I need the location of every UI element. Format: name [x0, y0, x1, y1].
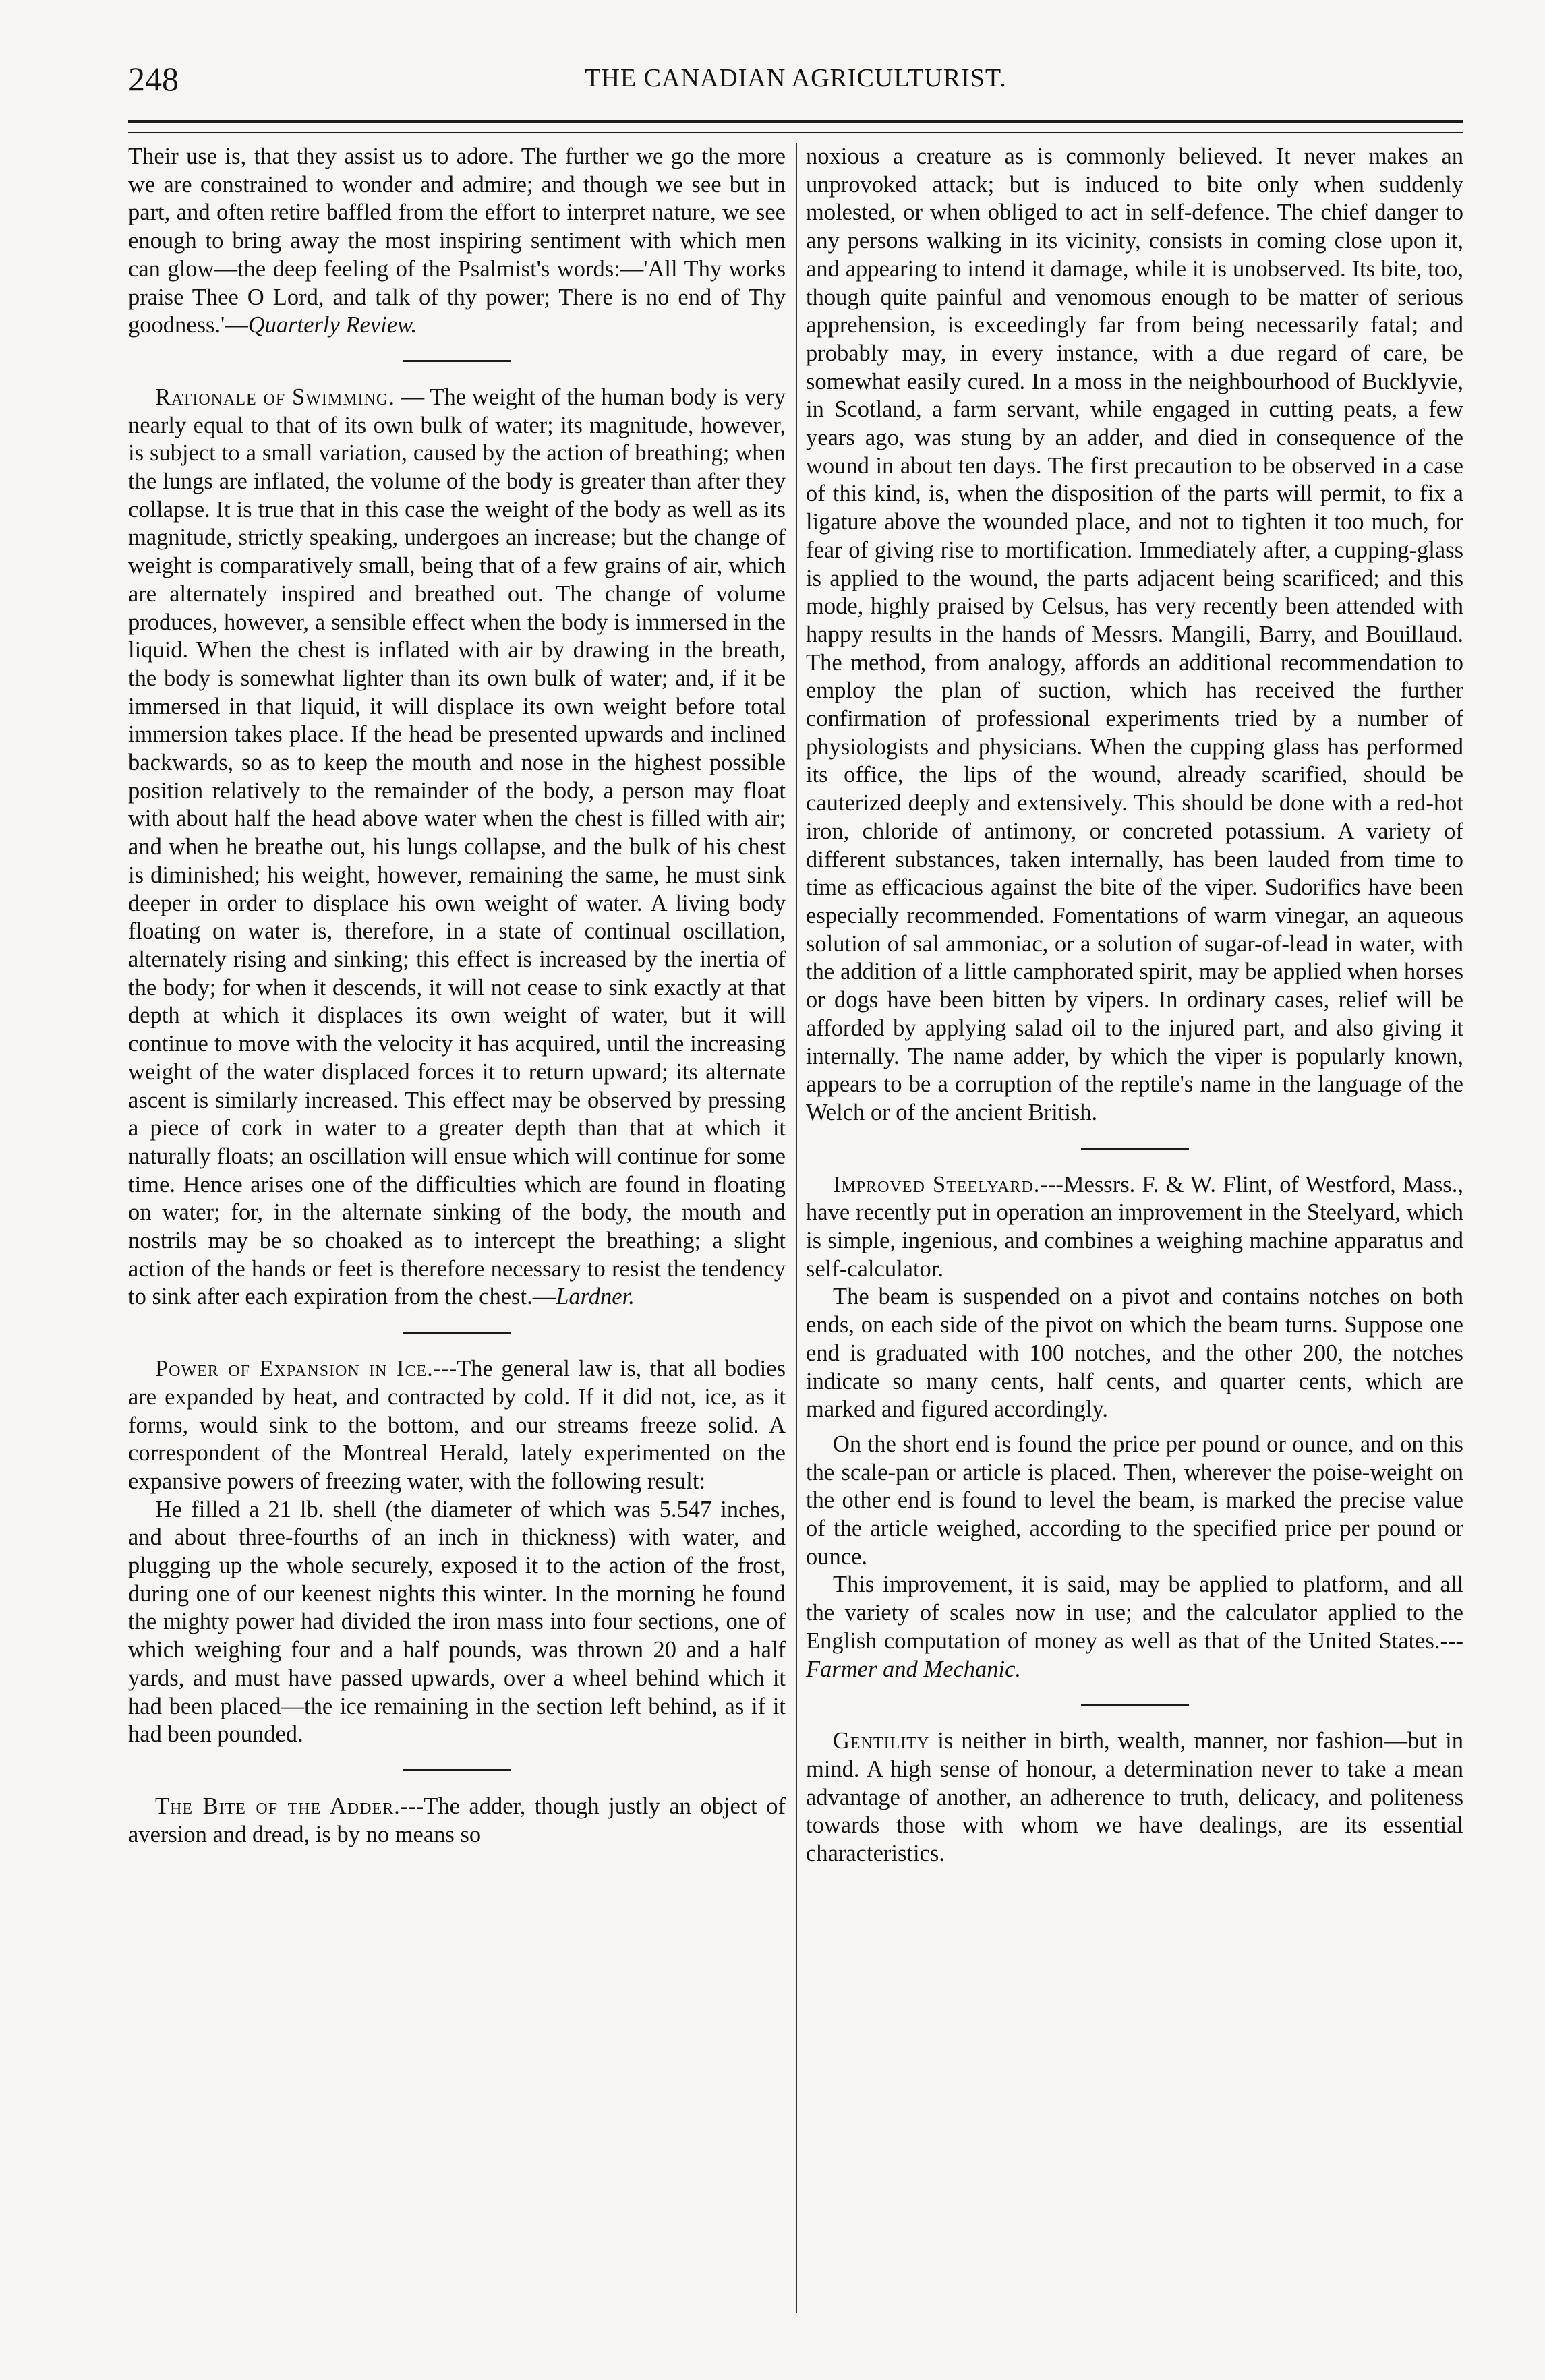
adder-continued: noxious a creature as is commonly believed. It never makes an unprovoked attack; but is induced to bite only when suddenly molested, or when obliged to act in self-defence. The chief danger to any persons walking in its vicinity, consists in coming close upon it, and appearing to intend it damage, while it is unobserved. Its bite, too, though quite painful and venomous enough to be matter of serious apprehension, is exceedingly far from being necessarily fatal; and probably may, in every instance, with a due regard of care, be somewhat easily cured. In a moss in the neighbourhood of Bucklyvie, in Scotland, a farm servant, while engaged in cutting peats, a few years ago, was stung by an adder, and died in consequence of the wound in about ten days. The first precaution to be observed in a case of this kind, is, when the disposition of the parts will permit, to fix a ligature above the wounded place, and not to tighten it too much, for fear of giving rise to mortification. Immediately after, a cupping-glass is applied to the wound, the parts adjacent being scarificed; and this mode, highly praised by Celsus, has very recently been attended with happy results in the hands of Messrs. Mangili, Barry, and Bouillaud. The method, from analogy, affords an additional recommendation to employ the plan of suction, which has received the further confirmation of professional experiments tried by a number of physiologists and physicians. When the cupping glass has performed its office, the lips of the wound, already scarified, should be cauterized deeply and extensively. This should be done with a red-hot iron, chloride of antimony, or concreted potassium. A variety of different substances, taken internally, has been lauded from time to time as efficacious against the bite of the viper. Sudorifics have been especially recommended. Fomentations of warm vinegar, an aqueous solution of sal ammoniac, or a solution of sugar-of-lead in water, with the addition of a little camphorated spirit, may be applied when horses or dogs have been bitten by vipers. In ordinary cases, relief will be afforded by applying salad oil to the injured part, and also giving it internally. The name adder, by which the viper is popularly known, appears to be a corruption of the reptile's name in the language of the Welch or of the ancient British. [806, 144, 1463, 1125]
column-divider [796, 143, 797, 2313]
intro-attribution: Quarterly Review. [247, 312, 417, 338]
ice-heading: Power of Expansion in Ice. [155, 1356, 434, 1382]
steelyard-text4: This improvement, it is said, may be applied to platform, and all the variety of scales now in use; and the calculator applied to the English computation of money as well as that of the United States.--- [806, 1572, 1463, 1654]
adder-heading: The Bite of the Adder. [155, 1793, 401, 1819]
steelyard-attribution: Farmer and Mechanic. [806, 1656, 1022, 1682]
article-expansion-in-ice [128, 1355, 786, 1496]
ice-text: ---The general law is, that all bodies are expanded by heat, and contracted by cold. If it did not, ice, as it forms, would sink to the bottom, and our streams freeze solid. A correspondent of the Montreal Herald, lately experimented on the expansive powers of freezing water, with the following result: [128, 1356, 786, 1494]
steelyard-paragraph-2: The beam is suspended on a pivot and contains notches on both ends, on each side of the pivot on which the beam turns. Suppose one end is graduated with 100 notches, and the other 200, the notches indicate so many cents, half cents, and quarter cents, which are marked and figured accordingly. [806, 1284, 1463, 1423]
ice-paragraph-2: He filled a 21 lb. shell (the diameter of which was 5.547 inches, and about three-fourths of an inch in thickness) with water, and plugging up the whole securely, exposed it to the action of the frost, during one of our keenest nights this winter. In the morning he found the mighty power had divided the iron mass into four sections, one of which weighing four and a half pounds, was thrown 20 and a half yards, and must have passed upwards, over a wheel behind which it had been placed—the ice remaining in the section left behind, as if it had been pounded. [128, 1496, 786, 1748]
article-rationale-of-swimming [128, 384, 786, 1311]
steelyard-heading: Improved Steelyard. [833, 1171, 1041, 1197]
gentility-heading: Gentility [833, 1728, 930, 1754]
section-separator [1081, 1148, 1189, 1150]
steelyard-paragraph-4 [806, 1571, 1463, 1684]
section-separator [403, 1769, 511, 1771]
swimming-heading: Rationale of Swimming. [155, 384, 395, 410]
section-separator [1081, 1704, 1189, 1706]
page-header [128, 59, 1463, 107]
steelyard-text: ---Messrs. F. & W. Flint, of Westford, Mass., have recently put in operation an improvement in the Steelyard, which is simple, ingenious, and combines a weighing machine apparatus and self-calculator. [806, 1171, 1463, 1282]
article-improved-steelyard [806, 1171, 1463, 1284]
header-rule-thick [128, 120, 1463, 123]
section-separator [403, 1332, 511, 1334]
steelyard-paragraph-3: On the short end is found the price per pound or ounce, and on this the scale-pan or article is placed. Then, wherever the poise-weight on the other end is found to level the beam, is marked the precise value of the article weighed, according to the specified price per pound or ounce. [806, 1431, 1463, 1570]
intro-text: Their use is, that they assist us to adore. The further we go the more we are constrained to wonder and admire; and though we see but in part, and often retire baffled from the effort to interpret nature, we see enough to bring away the most inspiring sentiment with which men can glow—the deep feeling of the Psalmist's words:—'All Thy works praise Thee O Lord, and talk of thy power; There is no end of Thy goodness.'— [128, 144, 786, 338]
article-intro-quarterly-review [128, 143, 786, 340]
header-rule-thin [128, 132, 1463, 133]
running-title: THE CANADIAN AGRICULTURIST. [585, 64, 1007, 92]
right-column [806, 143, 1463, 1868]
swimming-attribution: Lardner. [556, 1284, 635, 1310]
adder-text: ---The adder, though justly an object of aversion and dread, is by no means so [128, 1793, 786, 1847]
gentility-text: is neither in birth, wealth, manner, nor fashion—but in mind. A high sense of honour, a determination never to take a mean advantage of another, an adherence to truth, delicacy, and politeness towards those with whom we have dealings, are its essential characteristics. [806, 1728, 1463, 1867]
article-bite-of-adder [128, 1793, 786, 1849]
section-separator [403, 360, 511, 362]
swimming-text: — The weight of the human body is very nearly equal to that of its own bulk of water; its magnitude, however, is subject to a small variation, caused by the action of breathing; when the lungs are inflated, the volume of the body is greater than after they collapse. It is true that in this case the weight of the body as well as its magnitude, strictly speaking, undergoes an increase; but the change of weight is comparatively small, being that of a few grains of air, which are alternately inspired and breathed out. The change of volume produces, however, a sensible effect when the body is immersed in the liquid. When the chest is inflated with air by drawing in the breath, the body is somewhat lighter than its own bulk of water; and, if it be immersed in that liquid, it will displace its own weight before total immersion takes place. If the head be presented upwards and inclined backwards, so as to keep the mouth and nose in the highest possible position relatively to the remainder of the body, a person may float with about half the head above water when the chest is filled with air; and when he breathe out, his lungs collapse, and the bulk of his chest is diminished; his weight, however, remaining the same, he must sink deeper in order to displace his own weight of water. A living body floating on water is, therefore, in a state of continual oscillation, alternately rising and sinking; this effect is increased by the inertia of the body; for when it descends, it will not cease to sink exactly at that depth at which it displaces its own weight of water, but it will continue to move with the velocity it has acquired, until the increasing weight of the water displaced forces it to return upward; its alternate ascent is similarly increased. This effect may be observed by pressing a piece of cork in water to a greater depth than that at which it naturally floats; an oscillation will ensue which will continue for some time. Hence arises one of the difficulties which are found in floating on water; for, in the alternate sinking of the body, the mouth and nostrils may be so choaked as to intercept the breathing; a slight action of the hands or feet is therefore necessary to resist the tendency to sink after each expiration from the chest.— [128, 384, 786, 1310]
left-column [128, 143, 786, 1849]
article-gentility [806, 1727, 1463, 1868]
page-number: 248 [128, 60, 179, 98]
